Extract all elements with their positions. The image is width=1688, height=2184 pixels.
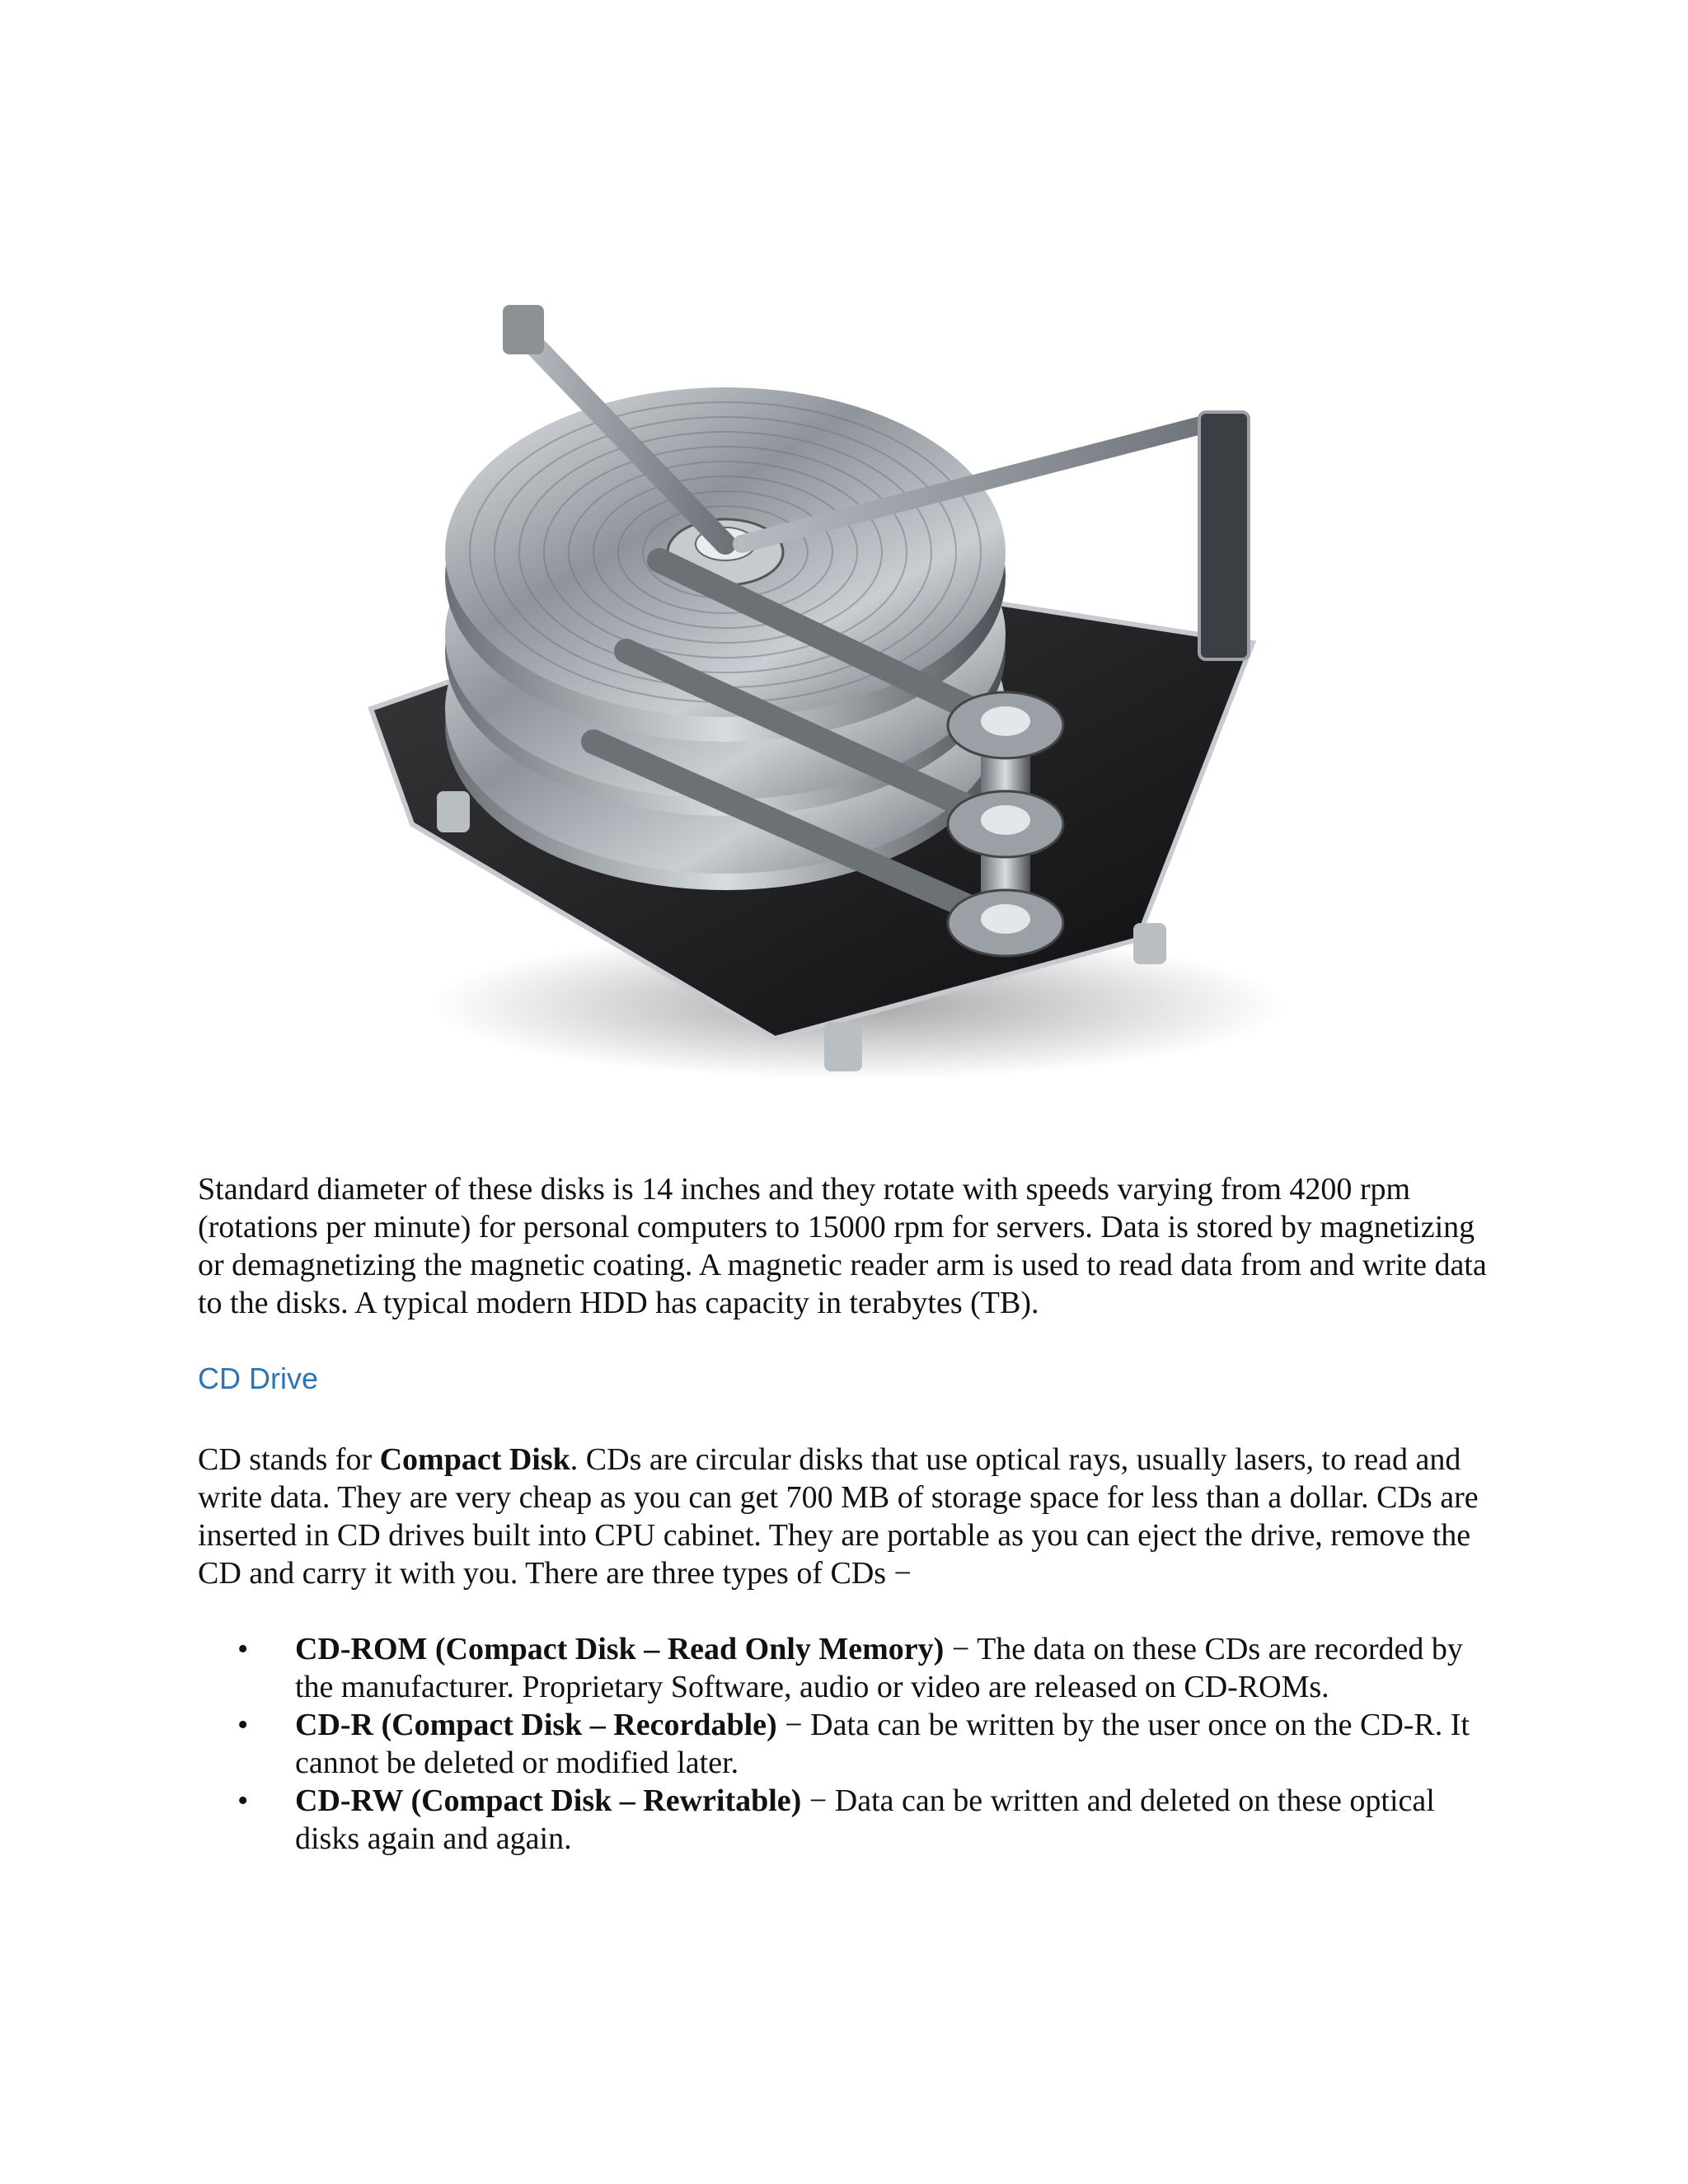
paragraph-cd-description <box>198 1441 1500 1592</box>
hard-disk-platters-illustration <box>313 297 1385 1121</box>
paragraph-hdd-description: Standard diameter of these disks is 14 inches and they rotate with speeds varying from 4200 rpm (rotations per minute) for personal computers to 15000 rpm for servers. Data is stored by magnetizing or demagnetizing the magnetic coating. A magnetic reader arm is used to read data from and write data to the disks. A typical modern HDD has capacity in terabytes (TB). <box>198 1172 1487 1320</box>
paragraph-cd-bold-term: Compact Disk <box>379 1442 570 1477</box>
list-item-term: CD-R (Compact Disk – Recordable) <box>295 1708 777 1742</box>
list-item-text: − Data can be written and deleted on these optical disks again and again. <box>295 1783 1435 1856</box>
list-item <box>237 1630 1500 1706</box>
paragraph-cd-post: . CDs are circular disks that use optical rays, usually lasers, to read and write data. They are very cheap as you can get 700 MB of storage space for less than a dollar. CDs are inserted in CD drives built into CPU cabinet. They are portable as you can eject the drive, remove the CD and carry it with you. There are three types of CDs − <box>198 1442 1479 1591</box>
list-item <box>237 1782 1500 1858</box>
list-item <box>237 1706 1500 1782</box>
bullet-icon: • <box>237 1708 249 1742</box>
cd-types-list <box>198 1630 1500 1858</box>
paragraph-cd-pre: CD stands for <box>198 1442 380 1477</box>
section-heading-cd-drive: CD Drive <box>198 1361 319 1395</box>
list-item-term: CD-RW (Compact Disk – Rewritable) <box>295 1783 802 1818</box>
hard-disk-drawing <box>313 297 1385 1121</box>
list-item-text: − The data on these CDs are recorded by the manufacturer. Proprietary Software, audio or video are released on CD-ROMs. <box>295 1632 1463 1704</box>
list-item-text: − Data can be written by the user once on the CD-R. It cannot be deleted or modified later. <box>295 1708 1470 1780</box>
list-item-term: CD-ROM (Compact Disk – Read Only Memory) <box>295 1632 945 1666</box>
bullet-icon: • <box>237 1783 249 1818</box>
document-body <box>198 1170 1500 1858</box>
bullet-icon: • <box>237 1632 249 1666</box>
